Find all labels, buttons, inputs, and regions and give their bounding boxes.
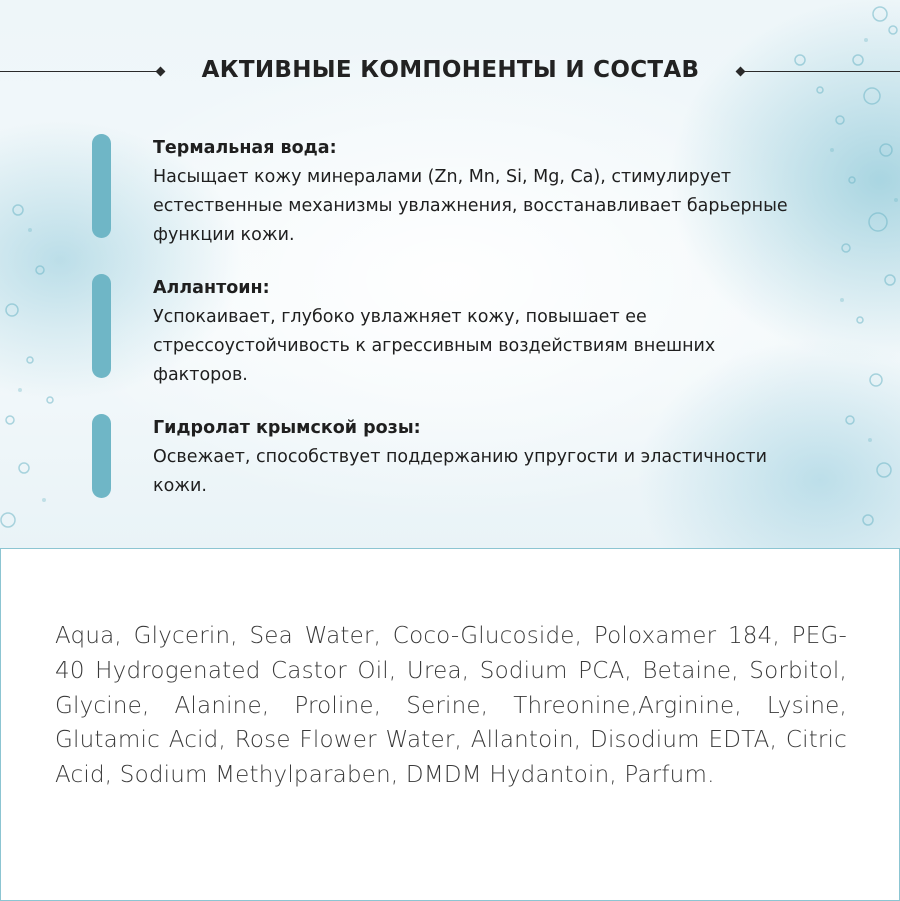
component-item [92,274,792,385]
diamond-ornament-left [156,67,166,77]
component-description: Освежает, способствует поддержанию упругости и эластичности кожи. [153,447,768,496]
ingredients-list: Aqua, Glycerin, Sea Water, Coco-Glucoside, Poloxamer 184, PEG-40 Hydrogenated Castor Oil, Urea, Sodium PCA, Betaine, Sorbitol, Glycine, Alanine, Proline, Serine, Threonine,Arginine, Lysine, Glutamic Acid, Rose Flower Water, Allantoin, Disodium EDTA, Citric Acid, Sodium Methylparaben, DMDM Hydantoin, Parfum. [55,623,847,789]
component-description: Насыщает кожу минералами (Zn, Mn, Si, Mg, Ca), стимулирует естественные механизмы увлажнения, восстанавливает барьерные функции кожи. [153,167,788,245]
ingredients-panel [0,548,900,901]
component-item [92,134,792,245]
component-name: Термальная вода: [153,138,337,158]
component-item [92,414,792,498]
section-header [0,52,900,92]
divider-right [742,71,900,72]
divider-left [0,71,160,72]
component-name: Аллантоин: [153,278,270,298]
accent-bar [92,274,111,378]
component-name: Гидролат крымской розы: [153,418,421,438]
component-description: Успокаивает, глубоко увлажняет кожу, повышает ее стрессоустойчивость к агрессивным воздействиям внешних факторов. [153,307,716,385]
component-text [153,414,793,501]
accent-bar [92,134,111,238]
section-title: АКТИВНЫЕ КОМПОНЕНТЫ И СОСТАВ [201,57,700,83]
component-text [153,274,793,390]
accent-bar [92,414,111,498]
component-text [153,134,793,250]
